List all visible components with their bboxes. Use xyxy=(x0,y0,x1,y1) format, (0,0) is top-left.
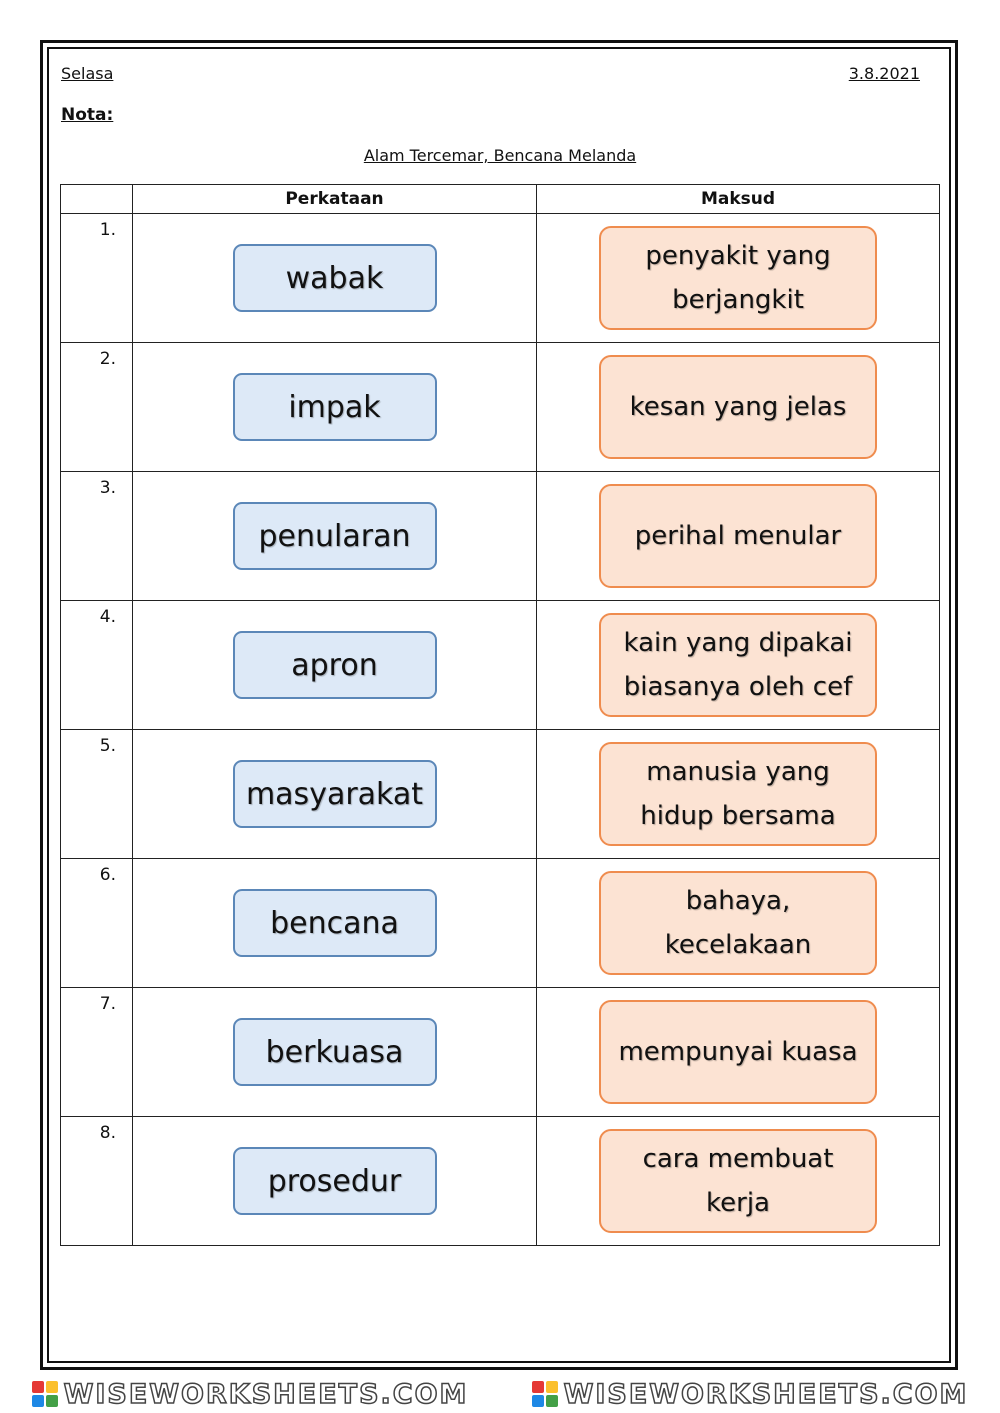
word-card[interactable]: bencana xyxy=(233,889,437,957)
meaning-card[interactable]: kain yang dipakai biasanya oleh cef xyxy=(599,613,877,717)
word-cell xyxy=(133,214,537,343)
meaning-card[interactable]: kesan yang jelas xyxy=(599,355,877,459)
meaning-cell xyxy=(537,472,940,601)
worksheet-title: Alam Tercemar, Bencana Melanda xyxy=(363,146,637,165)
word-card[interactable]: apron xyxy=(233,631,437,699)
day-label: Selasa xyxy=(61,64,114,83)
meaning-cell xyxy=(537,601,940,730)
table-row xyxy=(61,1117,940,1246)
row-number-cell xyxy=(61,859,133,988)
row-number: 7. xyxy=(99,994,116,1014)
row-number: 3. xyxy=(99,478,116,498)
row-number: 4. xyxy=(99,607,116,627)
wiseworksheets-logo-icon xyxy=(532,1381,558,1407)
row-number-cell xyxy=(61,343,133,472)
word-card[interactable]: impak xyxy=(233,373,437,441)
wiseworksheets-logo-icon xyxy=(32,1381,58,1407)
table-header-row xyxy=(61,185,940,214)
row-number: 8. xyxy=(99,1123,116,1143)
meaning-card[interactable]: cara membuat kerja xyxy=(599,1129,877,1233)
word-card[interactable]: penularan xyxy=(233,502,437,570)
row-number-cell xyxy=(61,214,133,343)
table-row xyxy=(61,859,940,988)
word-card[interactable]: masyarakat xyxy=(233,760,437,828)
word-cell xyxy=(133,472,537,601)
word-cell xyxy=(133,1117,537,1246)
meaning-cell xyxy=(537,1117,940,1246)
word-cell xyxy=(133,859,537,988)
number-column-header xyxy=(61,185,133,214)
word-cell xyxy=(133,730,537,859)
word-cell xyxy=(133,601,537,730)
row-number-cell xyxy=(61,601,133,730)
word-cell xyxy=(133,343,537,472)
row-number: 5. xyxy=(99,736,116,756)
row-number-cell xyxy=(61,730,133,859)
word-cell xyxy=(133,988,537,1117)
watermark xyxy=(532,1379,969,1410)
vocabulary-table xyxy=(60,184,940,1246)
word-card[interactable]: prosedur xyxy=(233,1147,437,1215)
meaning-cell xyxy=(537,859,940,988)
word-column-header: Perkataan xyxy=(133,185,537,214)
date-label: 3.8.2021 xyxy=(848,64,920,83)
table-row xyxy=(61,472,940,601)
row-number: 2. xyxy=(99,349,116,369)
table-row xyxy=(61,988,940,1117)
word-card[interactable]: wabak xyxy=(233,244,437,312)
watermark xyxy=(32,1379,469,1410)
table-row xyxy=(61,730,940,859)
row-number: 1. xyxy=(99,220,116,240)
meaning-card[interactable]: mempunyai kuasa xyxy=(599,1000,877,1104)
meaning-cell xyxy=(537,214,940,343)
note-heading: Nota: xyxy=(61,105,114,125)
meaning-column-header: Maksud xyxy=(537,185,940,214)
row-number-cell xyxy=(61,1117,133,1246)
row-number-cell xyxy=(61,472,133,601)
meaning-card[interactable]: manusia yang hidup bersama xyxy=(599,742,877,846)
row-number: 6. xyxy=(99,865,116,885)
word-card[interactable]: berkuasa xyxy=(233,1018,437,1086)
table-row xyxy=(61,601,940,730)
meaning-cell xyxy=(537,988,940,1117)
table-row xyxy=(61,214,940,343)
watermark-footer xyxy=(0,1378,1000,1410)
meaning-card[interactable]: penyakit yang berjangkit xyxy=(599,226,877,330)
table-row xyxy=(61,343,940,472)
meaning-card[interactable]: perihal menular xyxy=(599,484,877,588)
watermark-text: WISEWORKSHEETS.COM xyxy=(63,1378,469,1410)
meaning-cell xyxy=(537,343,940,472)
watermark-text: WISEWORKSHEETS.COM xyxy=(563,1378,969,1410)
meaning-card[interactable]: bahaya, kecelakaan xyxy=(599,871,877,975)
meaning-cell xyxy=(537,730,940,859)
row-number-cell xyxy=(61,988,133,1117)
